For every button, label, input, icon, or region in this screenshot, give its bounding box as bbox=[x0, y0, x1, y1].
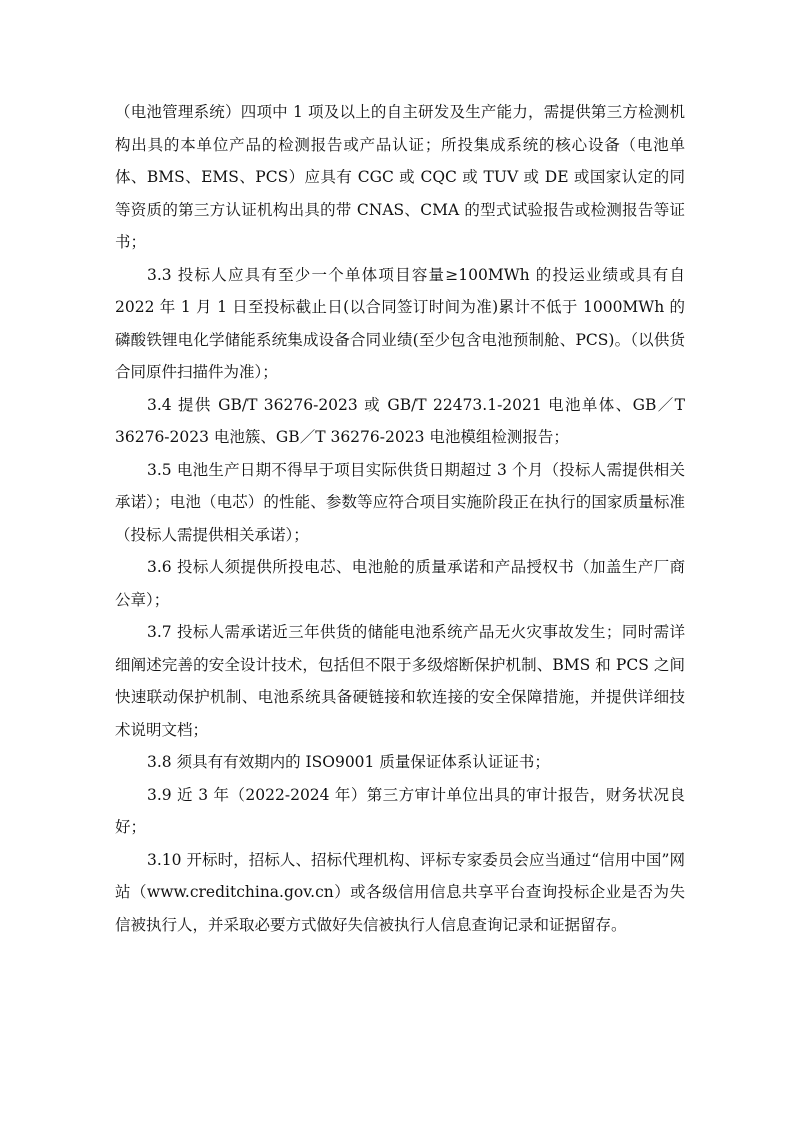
paragraph-3-9: 3.9 近 3 年（2022-2024 年）第三方审计单位出具的审计报告，财务状况良好； bbox=[115, 785, 685, 836]
paragraph-3-8: 3.8 须具有有效期内的 ISO9001 质量保证体系认证证书； bbox=[147, 753, 550, 771]
document-body bbox=[115, 96, 685, 941]
paragraph-3-4: 3.4 提供 GB/T 36276-2023 或 GB/T 22473.1-2021 电池单体、GB／T 36276-2023 电池簇、GB／T 36276-2023 电池模组检测报告； bbox=[115, 395, 685, 446]
paragraph-continuation: （电池管理系统）四项中 1 项及以上的自主研发及生产能力，需提供第三方检测机构出具的本单位产品的检测报告或产品认证；所投集成系统的核心设备（电池单体、BMS、EMS、PCS）应具有 CGC 或 CQC 或 TUV 或 DE 或国家认定的同等资质的第三方认证机构出具的带 CNAS、CMA 的型式试验报告或检测报告等证书； bbox=[115, 103, 685, 251]
paragraph-3-3: 3.3 投标人应具有至少一个单体项目容量≥100MWh 的投运业绩或具有自 2022 年 1 月 1 日至投标截止日(以合同签订时间为准)累计不低于 1000MWh 的磷酸铁锂电化学储能系统集成设备合同业绩(至少包含电池预制舱、PCS)。（以供货合同原件扫描件为准）； bbox=[115, 265, 685, 381]
paragraph-3-10: 3.10 开标时，招标人、招标代理机构、评标专家委员会应当通过“信用中国”网站（www.creditchina.gov.cn）或各级信用信息共享平台查询投标企业是否为失信被执行人，并采取必要方式做好失信被执行人信息查询记录和证据留存。 bbox=[115, 850, 685, 934]
paragraph-3-5: 3.5 电池生产日期不得早于项目实际供货日期超过 3 个月（投标人需提供相关承诺）；电池（电芯）的性能、参数等应符合项目实施阶段正在执行的国家质量标准（投标人需提供相关承诺）； bbox=[115, 460, 685, 544]
paragraph-3-6: 3.6 投标人须提供所投电芯、电池舱的质量承诺和产品授权书（加盖生产厂商公章）； bbox=[115, 558, 685, 609]
paragraph-3-7: 3.7 投标人需承诺近三年供货的储能电池系统产品无火灾事故发生；同时需详细阐述完善的安全设计技术，包括但不限于多级熔断保护机制、BMS 和 PCS 之间快速联动保护机制、电池系统具备硬链接和软连接的安全保障措施，并提供详细技术说明文档； bbox=[115, 623, 685, 739]
